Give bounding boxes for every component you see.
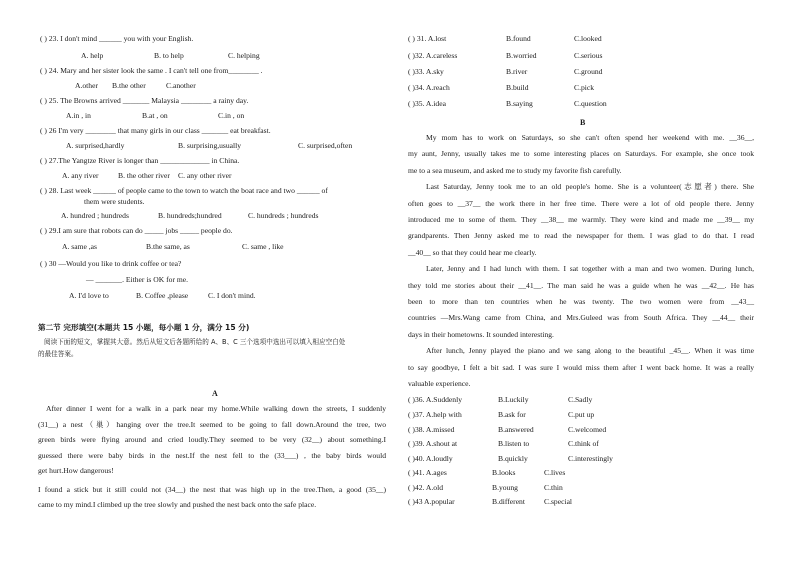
option-b: B.different [492, 497, 525, 506]
question-30: ( ) 30 —Would you like to drink coffee or tea? [40, 259, 182, 268]
option-c: C.looked [574, 34, 602, 43]
section-title: 第二节 完形填空(本题共 15 小题，每小题 1 分，满分 15 分) [38, 323, 250, 332]
option-b: B. surprising,usually [178, 141, 242, 150]
option-a: A. surprised,hardly [66, 141, 125, 150]
passage-a-heading: A [212, 389, 218, 398]
passage-b-line: days in their hometowns. It sounded interesting. [408, 329, 554, 339]
option-b: B.ask for [498, 410, 526, 419]
option-c: C. hundreds ; hundreds [248, 211, 319, 220]
passage-b-line: they told me stories about their __41__. The man said he was a guide when he was __42__. He has [408, 280, 754, 290]
option-b: B. hundreds;hundred [158, 211, 222, 220]
question-29: ( ) 29.I am sure that robots can do _____ jobs _____ people do. [40, 226, 233, 235]
option-c: C.pick [574, 83, 595, 92]
option-b: B.looks [492, 468, 516, 477]
option-a: ( )42. A.old [408, 483, 444, 492]
option-c: C.interestingly [568, 454, 613, 463]
passage-b-heading: B [580, 118, 586, 127]
passage-b-line: to say goodbye, I felt a bit sad. I was sure I would miss them after I went back home. It was a really [408, 362, 754, 372]
option-b: B.saying [506, 99, 533, 108]
option-a: A. I'd love to [69, 291, 109, 300]
passage-a-line: get hurt.How dangerous! [38, 466, 114, 475]
option-c: C.welcomed [568, 425, 607, 434]
option-c: C.question [574, 99, 607, 108]
question-25: ( ) 25. The Browns arrived _______ Malaysia ________ a rainy day. [40, 96, 249, 105]
option-c: C.lives [544, 468, 566, 477]
option-c: C. any other river [178, 171, 232, 180]
passage-b-line: Last Saturday, Jenny took me to an old people's home. She is a volunteer(志愿者) there. She [426, 182, 754, 192]
option-a: ( )38. A.missed [408, 425, 455, 434]
option-c: C.another [166, 81, 196, 90]
option-a: ( )40. A.loudly [408, 454, 453, 463]
instruction-line-1: 阅读下面的短文，掌握其大意。然后从短文后各题所给的 A、B、C 三个选项中选出可以填入相应空白处 [44, 338, 346, 346]
option-c: C. helping [228, 51, 260, 60]
option-b: B.build [506, 83, 529, 92]
question-28-continued: them were students. [84, 197, 145, 206]
passage-a-line: I found a stick but it still could not (34__) the nest that was high up in the tree.Then, a good (35__) [38, 484, 386, 494]
passage-b [408, 130, 754, 393]
option-b: B. the other river [118, 171, 170, 180]
passage-b-line: grandparents. Then Jenny asked me to read the newspaper for them. I was glad to do that. I read [408, 231, 754, 241]
option-b: B. Coffee ,please [136, 291, 189, 300]
passage-a-line: After dinner I went for a walk in a park near my home.While walking down the streets, I suddenly [46, 404, 386, 413]
option-a: A. hundred ; hundreds [61, 211, 129, 220]
option-c: C.ground [574, 67, 603, 76]
option-a: ( )41. A.ages [408, 468, 447, 477]
option-a: A. same ,as [62, 242, 98, 251]
question-30-continued: — _______. Either is OK for me. [86, 275, 189, 284]
option-a: ( )43 A.popular [408, 497, 455, 506]
option-a: ( )32. A.careless [408, 51, 458, 60]
option-a: ( )35. A.idea [408, 99, 446, 108]
option-a: A. help [81, 51, 104, 60]
option-a: A.in , in [66, 111, 91, 120]
option-a: ( ) 31. A.lost [408, 34, 447, 43]
option-a: ( )36. A.Suddenly [408, 395, 462, 404]
question-23: ( ) 23. I don't mind ______ you with your English. [40, 34, 194, 43]
option-c: C.serious [574, 51, 603, 60]
option-c: C.think of [568, 439, 599, 448]
option-b: B.quickly [498, 454, 528, 463]
option-c: C. surprised,often [298, 141, 353, 150]
question-26: ( ) 26 I'm very ________ that many girls in our class _______ eat breakfast. [40, 126, 271, 135]
passage-a-line: came to my mind.I climbed up the tree slowly and pushed the nest back onto the safe place. [38, 500, 317, 509]
option-c: C. same , like [242, 242, 284, 251]
passage-b-line: __40__ so that they could hear me clearly. [408, 247, 537, 257]
option-c: C.special [544, 497, 573, 506]
option-b: B.listen to [498, 439, 530, 448]
passage-b-line: After lunch, Jenny played the piano and we sang along to the beautiful _45__. When it was time [426, 346, 754, 356]
passage-b-line: often goes to __37__ the work there in her free time. There were a lot of old people there. Jenny [408, 198, 754, 208]
passage-b-line: countries —Mrs.Wang came from China, and Mrs.Guleed was from South Africa. They __44__ their [408, 313, 754, 323]
passage-a [38, 401, 386, 513]
option-a: ( )37. A.help with [408, 410, 462, 419]
passage-b-line: me to a sea museum, and asked me to study my favorite fish carefully. [408, 165, 622, 175]
option-c: C. I don't mind. [208, 291, 256, 300]
option-b: B.Luckily [498, 395, 529, 404]
option-c: C.in , on [218, 111, 245, 120]
option-c: C.put up [568, 410, 595, 419]
option-a: A. any river [62, 171, 99, 180]
passage-b-line: been to more than ten countries when he was twenty. The two women were from __43__ [408, 297, 754, 307]
question-28: ( ) 28. Last week ______ of people came to the town to watch the boat race and two ______ of [40, 186, 328, 195]
passage-a-line: guessed there were baby birds in the nest.If the nest fell to the (33___) , the baby birds would [38, 450, 386, 460]
question-27: ( ) 27.The Yangtze River is longer than _____________ in China. [40, 156, 240, 165]
option-c: C.Sadly [568, 395, 593, 404]
option-b: B.the other [112, 81, 146, 90]
option-c: C.thin [544, 483, 563, 492]
option-b: B.answered [498, 425, 534, 434]
option-a: ( )39. A.shout at [408, 439, 458, 448]
option-b: B.found [506, 34, 531, 43]
passage-a-line: green birds were flying around and cried loudly.They seemed to be very (32__) about something.I [38, 435, 386, 444]
passage-b-line: introduced me to some of them. They __38__ me warmly. They were kind and made me __39__ my [408, 215, 754, 225]
option-b: B.the same, as [146, 242, 190, 251]
option-b: B.at , on [142, 111, 168, 120]
passage-b-line: My mom has to work on Saturdays, so she can't often spend her weekend with me. __36__, [426, 133, 754, 142]
passage-b-line: valuable experience. [408, 379, 471, 389]
passage-b-line: my aunt, Jenny, usually takes me to some interesting places on Saturdays. For example, she once took [408, 149, 754, 159]
option-a: A.other [75, 81, 98, 90]
instruction-line-2: 的最佳答案。 [38, 350, 78, 358]
passage-a-line: (31__) a nest（巢）hanging over the tree.It seemed to be going to fall down.Around the tree, two [38, 419, 386, 429]
option-b: B. to help [154, 51, 184, 60]
passage-b-line: Later, Jenny and I had lunch with them. I sat together with a man and two women. During lunch, [426, 264, 754, 274]
option-a: ( )34. A.reach [408, 83, 450, 92]
option-b: B.worried [506, 51, 537, 60]
question-24: ( ) 24. Mary and her sister look the same . I can't tell one from________ . [40, 66, 263, 75]
option-a: ( )33. A.sky [408, 67, 444, 76]
option-b: B.young [492, 483, 518, 492]
option-b: B.river [506, 67, 528, 76]
